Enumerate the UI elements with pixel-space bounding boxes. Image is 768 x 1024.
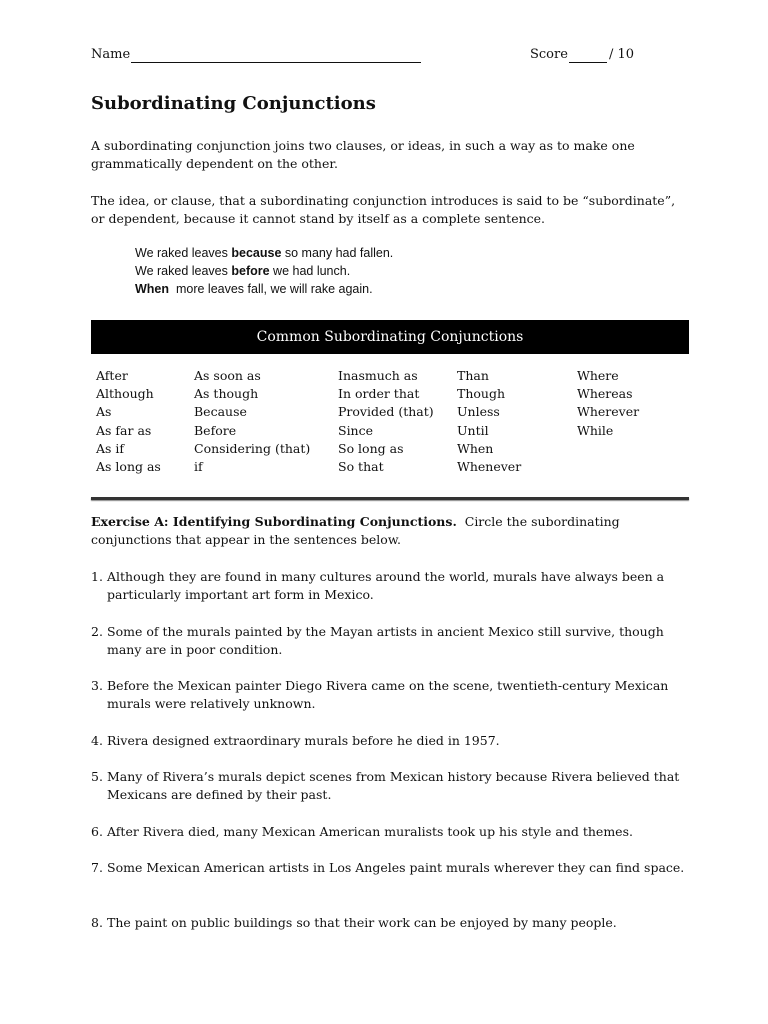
exercise-item — [91, 768, 691, 804]
exercise-item — [91, 859, 691, 877]
conjunction-word: So long as — [338, 440, 404, 456]
conjunction-word: Whenever — [457, 459, 522, 475]
conjunction-word: Until — [457, 422, 489, 438]
item-sentence: After Rivera died, many Mexican American muralists took up his style and themes. — [107, 824, 633, 839]
item-number: 5. — [91, 769, 103, 784]
section-divider — [91, 497, 689, 500]
item-number: 2. — [91, 624, 103, 639]
conjunction-word: When — [457, 440, 494, 456]
item-number: 8. — [91, 915, 103, 930]
conjunction-word: Though — [457, 386, 506, 402]
item-number: 1. — [91, 569, 103, 584]
item-sentence: Many of Rivera’s murals depict scenes from Mexican history because Rivera believed that Mexicans are defined by their past. — [107, 769, 680, 802]
conjunction-word: if — [194, 459, 203, 475]
conjunction-word: Although — [96, 386, 154, 402]
example-sentence: We raked leaves before we had lunch. — [135, 264, 351, 278]
exercise-instructions: Exercise A: Identifying Subordinating Conjunctions. Circle the subordinating conjunctions that appear in the sentences below. — [91, 514, 620, 547]
example-sentence: We raked leaves because so many had fallen. — [135, 246, 394, 260]
conjunction-word: Where — [577, 368, 619, 383]
conjunction-word: As though — [194, 386, 259, 402]
page-title: Subordinating Conjunctions — [91, 93, 376, 114]
conjunction-word: Wherever — [577, 404, 640, 420]
example-conjunction: because — [231, 246, 282, 260]
score-label: Score — [530, 47, 568, 62]
exercise-item — [91, 568, 691, 604]
exercise-item — [91, 914, 691, 932]
item-number: 4. — [91, 733, 103, 748]
exercise-instructions-text: Circle the subordinating conjunctions that appear in the sentences below. — [91, 514, 620, 547]
exercise-item — [91, 823, 691, 841]
item-sentence: Although they are found in many cultures around the world, murals have always been a particularly important art form in Mexico. — [107, 569, 665, 602]
conjunction-word: In order that — [338, 386, 420, 402]
conjunction-column — [457, 367, 521, 476]
exercise-item — [91, 732, 691, 750]
item-sentence: Some of the murals painted by the Mayan artists in ancient Mexico still survive, though many are in poor condition. — [107, 624, 664, 657]
conjunction-word: As — [96, 404, 112, 420]
score-total: / 10 — [609, 47, 635, 62]
conjunction-word: Provided (that) — [338, 404, 434, 420]
conjunction-word: As far as — [96, 422, 152, 438]
conjunction-column — [338, 367, 434, 476]
intro-paragraph-2: The idea, or clause, that a subordinating conjunction introduces is said to be “subordinate”, or dependent, because it cannot stand by itself as a complete sentence. — [91, 193, 676, 226]
conjunction-column — [577, 367, 639, 440]
example-sentences — [135, 244, 393, 298]
item-sentence: Before the Mexican painter Diego Rivera came on the scene, twentieth-century Mexican murals were relatively unknown. — [107, 678, 669, 711]
item-number: 6. — [91, 824, 103, 839]
conjunction-word: Whereas — [577, 386, 633, 402]
name-label: Name — [91, 47, 131, 62]
conjunction-word: As if — [96, 440, 125, 456]
conjunctions-table-heading: Common Subordinating Conjunctions — [91, 320, 689, 354]
item-sentence: The paint on public buildings so that their work can be enjoyed by many people. — [107, 915, 617, 930]
item-sentence: Some Mexican American artists in Los Angeles paint murals wherever they can find space. — [107, 860, 685, 875]
conjunction-word: Since — [338, 422, 374, 438]
exercise-item — [91, 677, 691, 713]
score-blank-line — [569, 62, 607, 63]
intro-paragraph-1: A subordinating conjunction joins two clauses, or ideas, in such a way as to make one grammatically dependent on the other. — [91, 138, 635, 171]
conjunction-word: As long as — [96, 459, 161, 475]
exercise-item — [91, 623, 691, 659]
conjunction-word: Inasmuch as — [338, 368, 418, 383]
conjunction-column — [194, 367, 310, 476]
conjunction-word: Unless — [457, 404, 500, 420]
example-conjunction: When — [135, 282, 170, 296]
conjunction-word: Before — [194, 422, 237, 438]
exercise-heading: Exercise A: Identifying Subordinating Conjunctions — [91, 514, 453, 529]
conjunction-word: As soon as — [194, 368, 261, 383]
item-sentence: Rivera designed extraordinary murals before he died in 1957. — [107, 733, 500, 748]
conjunction-word: While — [577, 422, 614, 438]
conjunction-word: After — [96, 368, 128, 383]
conjunction-word: Because — [194, 404, 247, 420]
conjunction-word: So that — [338, 459, 384, 475]
item-number: 3. — [91, 678, 103, 693]
example-sentence: When more leaves fall, we will rake again. — [135, 282, 373, 296]
conjunction-word: Considering (that) — [194, 440, 311, 456]
example-conjunction: before — [231, 264, 270, 278]
conjunction-column — [96, 367, 161, 476]
conjunction-word: Than — [457, 368, 489, 383]
worksheet-header — [91, 47, 768, 67]
name-blank-line — [131, 62, 421, 63]
item-number: 7. — [91, 860, 103, 875]
